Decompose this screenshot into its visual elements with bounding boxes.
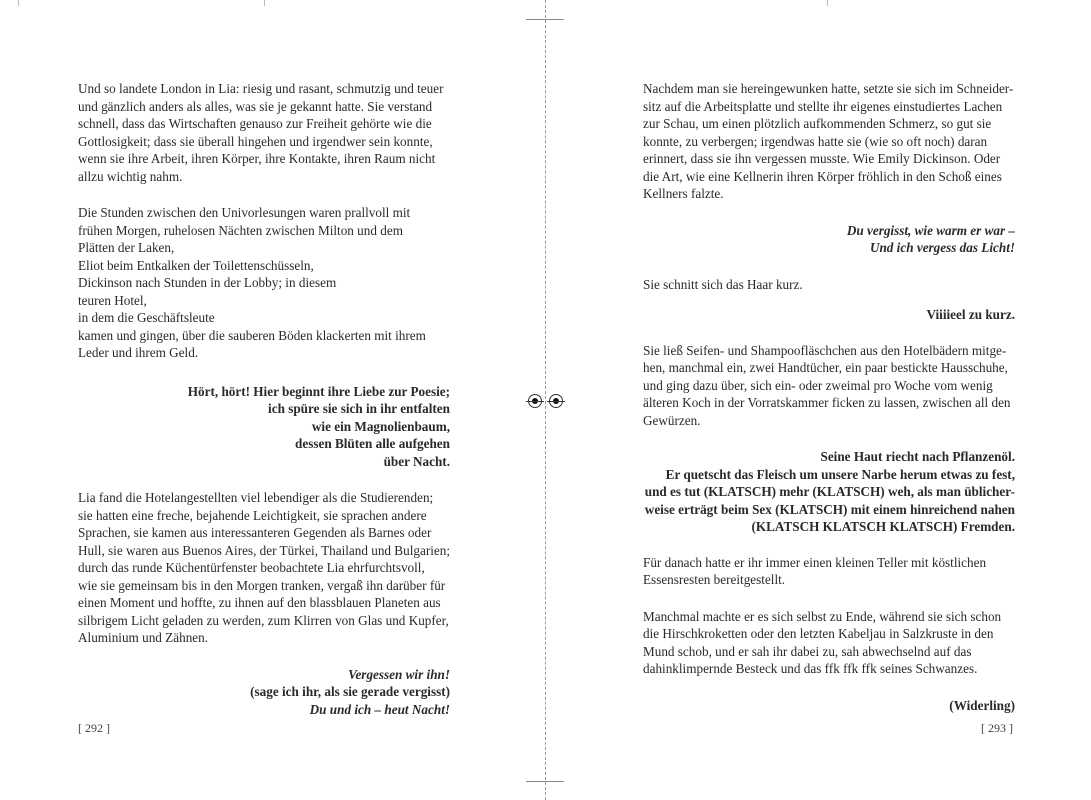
text-line: Leder und ihrem Geld. <box>78 345 199 360</box>
text-line: hen, manchmal ein, zwei Handtücher, ein paar bestickte Hausschuhe, <box>643 360 1008 375</box>
text-line: zur Schau, um einen plötzlich aufkommenden Schmerz, so gut sie <box>643 116 992 131</box>
text-line: Sprachen, sie kamen aus interessanteren Gegenden als Barnes oder <box>78 525 432 540</box>
verse-line: (Widerling) <box>949 697 1015 713</box>
text-line: Die Stunden zwischen den Univorlesungen waren prallvoll mit <box>78 205 411 220</box>
verse-bold <box>643 306 1015 324</box>
text-line: Gottlosigkeit; dass sie überall hingehen und irgendwer sein konnte, <box>78 133 433 149</box>
text-line: Und so landete London in Lia: riesig und rasant, schmutzig und teuer <box>78 81 444 96</box>
text-line: Sie ließ Seifen- und Shampoofläschchen aus den Hotelbädern mitge- <box>643 342 1007 358</box>
paragraph <box>78 204 450 362</box>
text-line: in dem die Geschäftsleute <box>78 310 215 325</box>
text-line: Kellners falzte. <box>643 186 724 201</box>
left-page-text <box>78 80 450 731</box>
paragraph <box>78 80 450 185</box>
paragraph <box>643 80 1015 203</box>
verse-line: Und ich vergess das Licht! <box>869 240 1015 255</box>
corner-crop-mark-icon <box>18 0 19 6</box>
text-line: Essensresten bereitgestellt. <box>643 572 786 587</box>
text-line: Manchmal machte er es sich selbst zu Ende, während sie sich schon <box>643 608 1002 624</box>
text-line: allzu wichtig nahm. <box>78 168 183 184</box>
text-line: schnell, dass das Wirtschaften genauso zur Freiheit gehörte wie die <box>78 116 432 131</box>
paragraph <box>643 608 1015 678</box>
verse-line: Vergessen wir ihn! <box>348 666 450 682</box>
verse-italic <box>643 222 1015 257</box>
page-number: [ 293 ] <box>981 721 1013 735</box>
text-line: Eliot beim Entkalken der Toilettenschüsseln, <box>78 257 314 273</box>
text-line: wenn sie ihre Arbeit, ihren Körper, ihre Kontakte, ihren Raum nicht <box>78 151 436 166</box>
text-line: Gewürzen. <box>643 412 701 428</box>
text-line: Mund schob, und er sah ihr dabei zu, sah abwechselnd auf das <box>643 643 972 659</box>
text-line: Nachdem man sie hereingewunken hatte, setzte sie sich im Schneider- <box>643 81 1014 96</box>
verse-line: Hört, hört! Hier beginnt ihre Liebe zur Poesie; <box>187 383 450 399</box>
page-number: [ 292 ] <box>78 721 110 735</box>
text-line: die Art, wie eine Kellnerin ihren Körper fröhlich in den Schoß eines <box>643 168 1002 184</box>
verse-line: Du vergisst, wie warm er war – <box>846 222 1015 238</box>
corner-crop-mark-icon <box>264 0 265 6</box>
text-line: einen Moment und hoffte, zu ihnen auf den blassblauen Planeten aus <box>78 595 441 610</box>
text-line: die Hirschkroketten oder den letzten Kabeljau in Salzkruste in den <box>643 626 994 641</box>
paragraph <box>643 276 1015 294</box>
text-line: sitz auf die Arbeitsplatte und stellte ihr eigenes einstudiertes Lachen <box>643 98 1003 114</box>
text-line: teuren Hotel, <box>78 292 147 308</box>
text-line: erinnert, dass sie ihn vergessen musste. Wie Emily Dickinson. Oder <box>643 151 1001 166</box>
text-line: und gänzlich anders als alles, was sie je gekannt hatte. Sie verstand <box>78 98 433 114</box>
text-line: durch das runde Küchentürfenster beobachtete Lia ehrfurchtsvoll, <box>78 560 425 575</box>
verse-line: über Nacht. <box>383 453 450 469</box>
verse-line: Seine Haut riecht nach Pflanzenöl. <box>820 449 1015 464</box>
right-page <box>546 0 1091 800</box>
right-page-text <box>643 80 1015 727</box>
verse-line: Er quetscht das Fleisch um unsere Narbe herum etwas zu fest, <box>665 466 1015 482</box>
left-page <box>0 0 545 800</box>
verse-bold <box>643 448 1015 536</box>
text-line: Plätten der Laken, <box>78 240 175 255</box>
verse-line: und es tut (KLATSCH) mehr (KLATSCH) weh, als man üblicher- <box>644 484 1015 499</box>
verse-bold <box>78 383 450 471</box>
verse-line: dessen Blüten alle aufgehen <box>295 436 450 451</box>
text-line: Für danach hatte er ihr immer einen kleinen Teller mit köstlichen <box>643 554 987 570</box>
text-line: silbrigem Licht geladen zu werden, zum Klirren von Glas und Kupfer, <box>78 612 449 628</box>
verse-line: (sage ich ihr, als sie gerade vergisst) <box>250 684 450 699</box>
text-line: wie sie gemeinsam bis in den Morgen tranken, vergaß ihn darüber für <box>78 577 446 593</box>
text-line: Dickinson nach Stunden in der Lobby; in diesem <box>78 275 337 290</box>
text-line: Hull, sie waren aus Buenos Aires, der Türkei, Thailand und Bulgarien; <box>78 542 450 558</box>
text-line: frühen Morgen, ruhelosen Nächten zwischen Milton und dem <box>78 222 403 238</box>
crop-mark-top-icon <box>526 19 564 20</box>
registration-target-icon <box>549 394 563 408</box>
text-line: sie hatten eine freche, bejahende Leichtigkeit, sie sprachen andere <box>78 507 427 523</box>
verse-italic <box>78 666 450 719</box>
verse-line: Viiiieel zu kurz. <box>926 307 1015 322</box>
dashed-fold-line-icon <box>545 0 546 800</box>
verse-line: wie ein Magnolienbaum, <box>311 418 450 434</box>
registration-target-icon <box>528 394 542 408</box>
paragraph <box>643 554 1015 589</box>
text-line: Lia fand die Hotelangestellten viel lebendiger als die Studierenden; <box>78 490 434 505</box>
text-line: Sie schnitt sich das Haar kurz. <box>643 276 803 292</box>
paragraph <box>78 489 450 647</box>
text-line: konnte, zu verbergen; irgendwas hatte sie (wie so oft noch) daran <box>643 133 988 149</box>
corner-crop-mark-icon <box>827 0 828 6</box>
verse-line: Du und ich – heut Nacht! <box>309 701 450 717</box>
verse-bold <box>643 697 1015 715</box>
paragraph <box>643 342 1015 430</box>
verse-line: (KLATSCH KLATSCH KLATSCH) Fremden. <box>751 519 1015 534</box>
verse-line: weise erträgt beim Sex (KLATSCH) mit einem hinreichend nahen <box>644 501 1015 517</box>
text-line: Aluminium und Zähnen. <box>78 630 209 645</box>
text-line: und ging dazu über, sich ein- oder zweimal pro Woche vom wenig <box>643 377 993 393</box>
text-line: dahinklimpernde Besteck und das ffk ffk ffk seines Schwanzes. <box>643 661 978 676</box>
text-line: kamen und gingen, über die sauberen Böden klackerten mit ihrem <box>78 327 426 343</box>
crop-mark-bottom-icon <box>526 781 564 782</box>
text-line: älteren Koch in der Vorratskammer ficken zu lassen, zwischen all den <box>643 395 1011 410</box>
verse-line: ich spüre sie sich in ihr entfalten <box>268 401 450 416</box>
